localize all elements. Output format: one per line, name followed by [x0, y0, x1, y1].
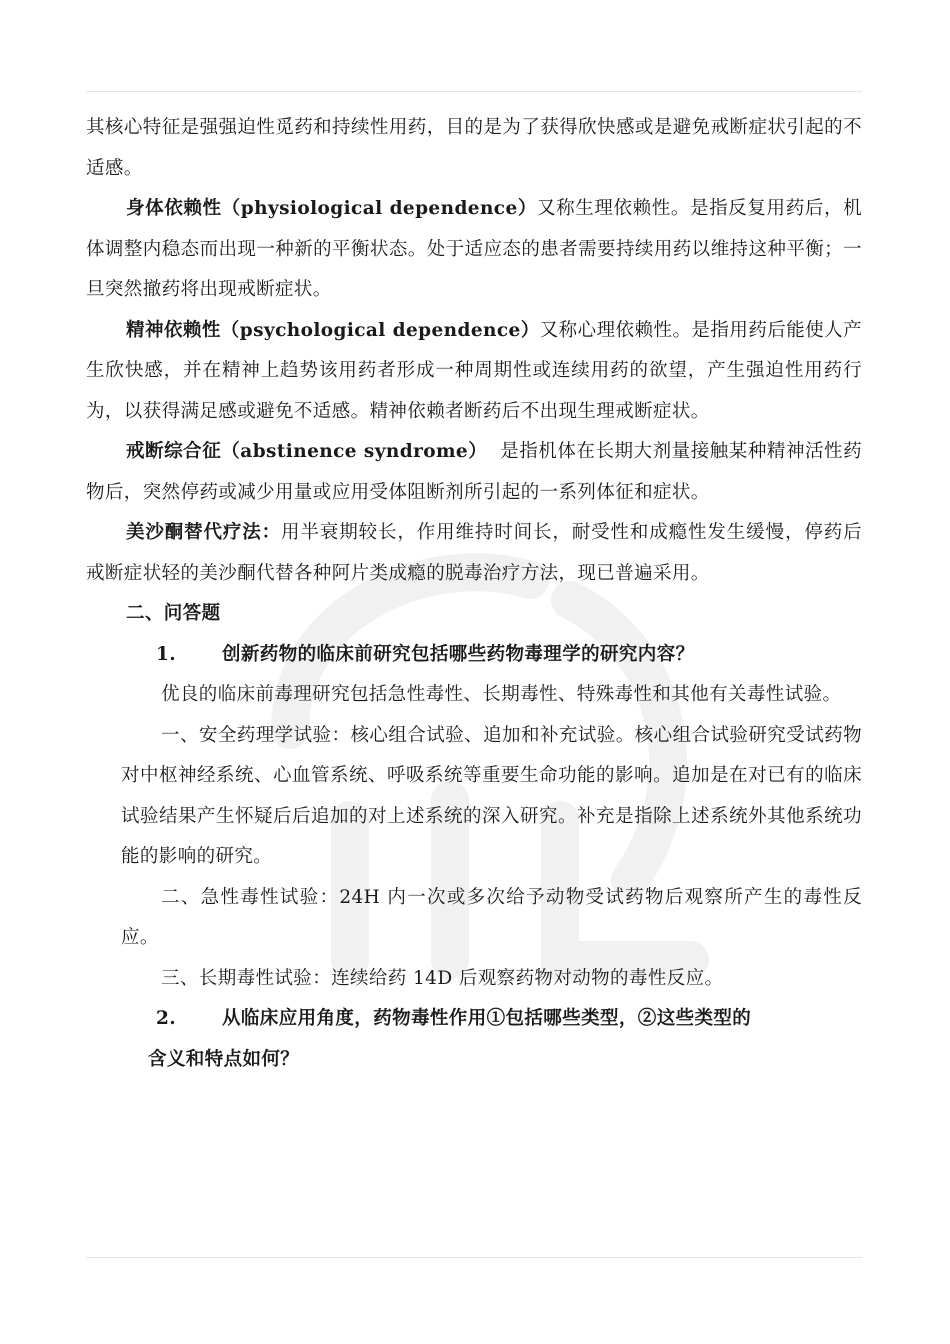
question-2-text-line2: 含义和特点如何？ [148, 1048, 300, 1070]
question-1 [86, 635, 862, 676]
question-1-number: 1. [156, 643, 177, 665]
answer-1 [86, 675, 862, 999]
paragraph-methadone [86, 513, 862, 594]
term-psychological-dependence: 精神依赖性（psychological dependence） [126, 319, 540, 341]
question-2-text-line1: 从临床应用角度，药物毒性作用①包括哪些类型，②这些类型的 [222, 1008, 752, 1029]
paragraph-abstinence-syndrome [86, 432, 862, 513]
paragraph-physiological-dependence [86, 189, 862, 311]
answer-1-acute-toxicity: 二、急性毒性试验：24H 内一次或多次给予动物受试药物后观察所产生的毒性反应。 [121, 886, 862, 948]
paragraph-psychological-dependence [86, 311, 862, 433]
answer-1-long-term-toxicity: 三、长期毒性试验：连续给药 14D 后观察药物对动物的毒性反应。 [161, 967, 724, 989]
paragraph-intro: 其核心特征是强强迫性觅药和持续性用药，目的是为了获得欣快感或是避免戒断症状引起的不适感。 [86, 117, 862, 179]
term-physiological-dependence: 身体依赖性（physiological dependence） [126, 198, 537, 219]
definition-physiological-dependence: 又称生理依赖性。是指反复用药后，机体调整内稳态而出现一种新的平衡状态。处于适应态的患者需要持续用药以维持这种平衡；一旦突然撤药将出现戒断症状。 [86, 198, 862, 300]
answer-1-safety-pharmacology: 一、安全药理学试验：核心组合试验、追加和补充试验。核心组合试验研究受试药物对中枢神经系统、心血管系统、呼吸系统等重要生命功能的影响。追加是在对已有的临床试验结果产生怀疑后后追加的对上述系统的深入研究。补充是指除上述系统外其他系统功能的影响的研究。 [121, 724, 862, 867]
question-1-text: 创新药物的临床前研究包括哪些药物毒理学的研究内容？ [222, 643, 695, 665]
term-abstinence-syndrome: 戒断综合征（abstinence syndrome） [126, 441, 488, 462]
footer-rule [86, 1257, 862, 1258]
question-2-number: 2. [156, 1008, 177, 1029]
definition-methadone: 用半衰期较长，作用维持时间长，耐受性和成瘾性发生缓慢，停药后戒断症状轻的美沙酮代替各种阿片类成瘾的脱毒治疗方法，现已普遍采用。 [86, 522, 862, 584]
question-2-continuation [86, 1040, 862, 1081]
section-heading: 二、问答题 [126, 603, 221, 624]
question-2 [86, 999, 862, 1040]
answer-1-intro: 优良的临床前毒理研究包括急性毒性、长期毒性、特殊毒性和其他有关毒性试验。 [161, 684, 842, 705]
term-methadone: 美沙酮替代疗法： [126, 522, 282, 543]
definition-psychological-dependence: 又称心理依赖性。是指用药后能使人产生欣快感，并在精神上趋势该用药者形成一种周期性或连续用药的欲望，产生强迫性用药行为，以获得满足感或避免不适感。精神依赖者断药后不出现生理戒断症状。 [86, 319, 862, 422]
definition-abstinence-syndrome: 是指机体在长期大剂量接触某种精神活性药物后，突然停药或减少用量或应用受体阻断剂所引起的一系列体征和症状。 [86, 441, 863, 503]
document-body [86, 108, 862, 1080]
header-rule [86, 91, 862, 92]
